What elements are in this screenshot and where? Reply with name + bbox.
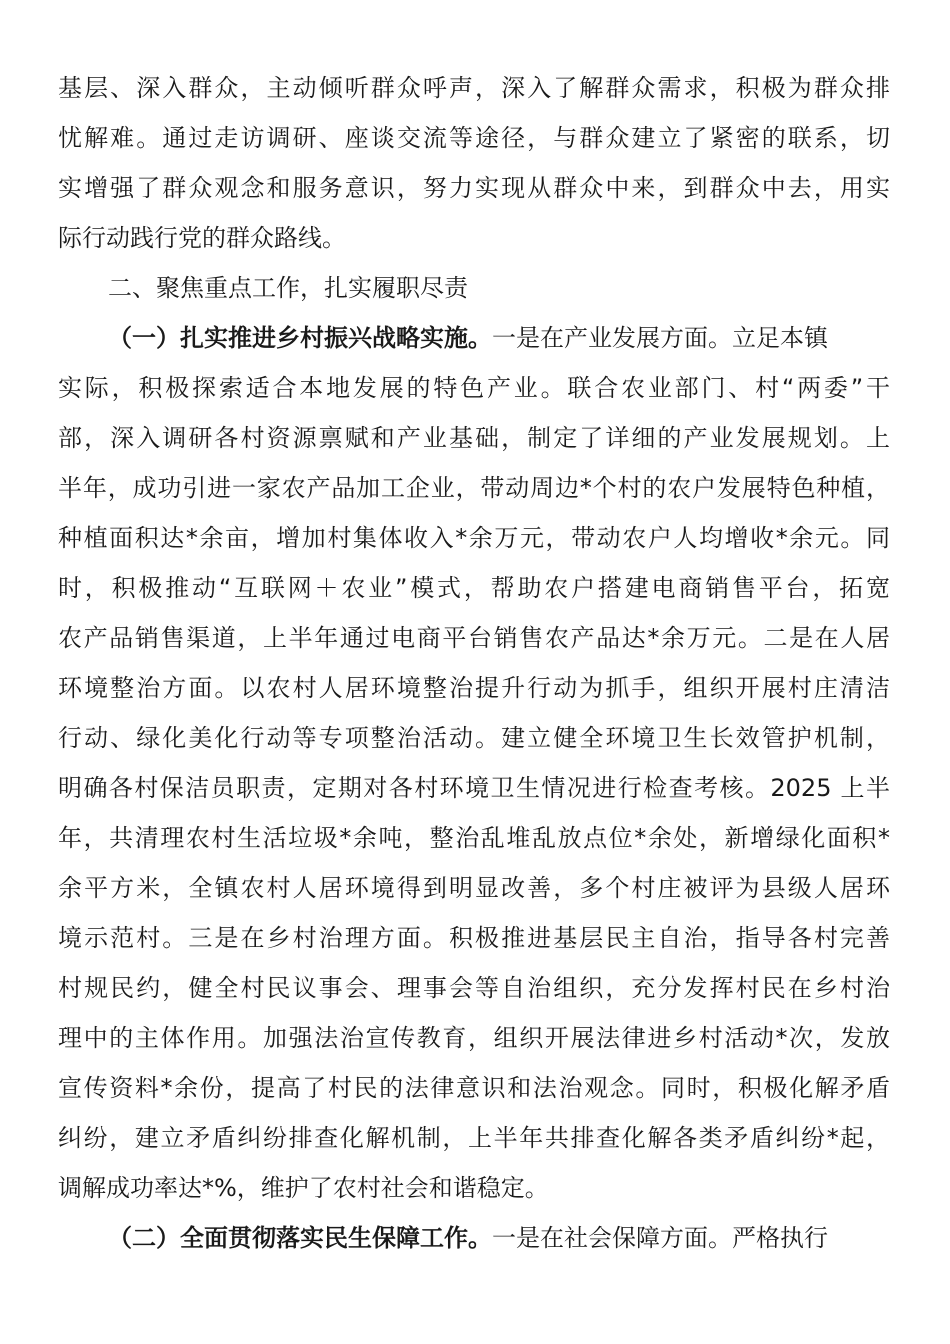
paragraph-line: 境示范村。三是在乡村治理方面。积极推进基层民主自治，指导各村完善	[58, 924, 890, 952]
paragraph-line: 实际，积极探索适合本地发展的特色产业。联合农业部门、村“两委”干	[58, 374, 890, 402]
paragraph-line: 实增强了群众观念和服务意识，努力实现从群众中来，到群众中去，用实	[58, 174, 890, 202]
paragraph-line: 调解成功率达*%，维护了农村社会和谐稳定。	[58, 1174, 549, 1202]
section-heading: 二、聚焦重点工作，扎实履职尽责	[108, 274, 468, 302]
subsection-title: （二）全面贯彻落实民生保障工作。	[108, 1224, 492, 1252]
paragraph-line: 时，积极推动“互联网＋农业”模式，帮助农户搭建电商销售平台，拓宽	[58, 574, 890, 602]
paragraph-line: 纠纷，建立矛盾纠纷排查化解机制，上半年共排查化解各类矛盾纠纷*起，	[58, 1124, 890, 1152]
paragraph-line: 基层、深入群众，主动倾听群众呼声，深入了解群众需求，积极为群众排	[58, 74, 890, 102]
subsection-title: （一）扎实推进乡村振兴战略实施。	[108, 324, 492, 352]
subsection-text: 一是在产业发展方面。立足本镇	[492, 324, 828, 352]
subsection-text: 一是在社会保障方面。严格执行	[492, 1224, 828, 1252]
paragraph-line: 半年，成功引进一家农产品加工企业，带动周边*个村的农户发展特色种植，	[58, 474, 890, 502]
paragraph-line: 忧解难。通过走访调研、座谈交流等途径，与群众建立了紧密的联系，切	[58, 124, 890, 152]
paragraph-line: 环境整治方面。以农村人居环境整治提升行动为抓手，组织开展村庄清洁	[58, 674, 890, 702]
subsection-first-line	[108, 323, 828, 353]
paragraph-line: 余平方米，全镇农村人居环境得到明显改善，多个村庄被评为县级人居环	[58, 874, 890, 902]
paragraph-line: 部，深入调研各村资源禀赋和产业基础，制定了详细的产业发展规划。上	[58, 424, 890, 452]
paragraph-line: 年，共清理农村生活垃圾*余吨，整治乱堆乱放点位*余处，新增绿化面积*	[58, 824, 890, 852]
paragraph-line: 明确各村保洁员职责，定期对各村环境卫生情况进行检查考核。2025 上半	[58, 774, 890, 802]
paragraph-line: 宣传资料*余份，提高了村民的法律意识和法治观念。同时，积极化解矛盾	[58, 1074, 890, 1102]
paragraph-line: 农产品销售渠道，上半年通过电商平台销售农产品达*余万元。二是在人居	[58, 624, 890, 652]
paragraph-line: 种植面积达*余亩，增加村集体收入*余万元，带动农户人均增收*余元。同	[58, 524, 890, 552]
paragraph-line: 村规民约，健全村民议事会、理事会等自治组织，充分发挥村民在乡村治	[58, 974, 890, 1002]
paragraph-line: 行动、绿化美化行动等专项整治活动。建立健全环境卫生长效管护机制，	[58, 724, 890, 752]
paragraph-line: 理中的主体作用。加强法治宣传教育，组织开展法律进乡村活动*次，发放	[58, 1024, 890, 1052]
subsection-first-line	[108, 1223, 828, 1253]
paragraph-line: 际行动践行党的群众路线。	[58, 224, 346, 252]
